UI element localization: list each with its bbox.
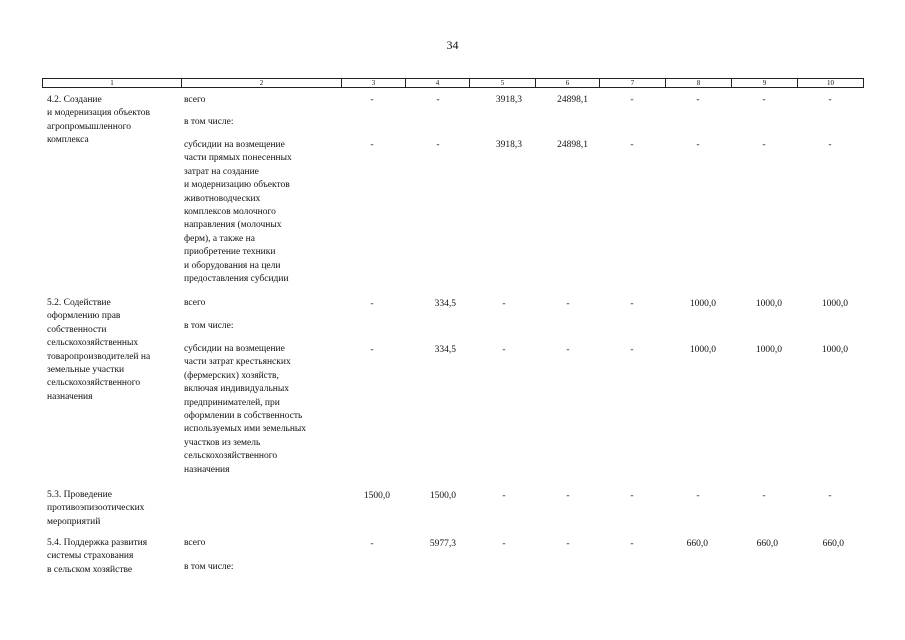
cell: - [566,539,570,549]
total-label: всего [184,95,206,105]
cell: 1000,0 [689,345,716,355]
cell: 660,0 [686,539,708,549]
row-name-line: системы страхования [47,551,134,562]
cell: - [828,140,832,150]
cell: - [436,140,440,150]
subsidy-description [184,343,306,477]
incl-label: в том числе: [184,321,234,331]
row-name-line: 5.3. Проведение [47,490,112,500]
text-line: сельскохозяйственного [184,451,278,462]
cell: 5977,3 [429,539,456,549]
total-label: всего [184,298,206,308]
text-line: части прямых понесенных [184,153,292,164]
text-line: приобретение техники [184,247,276,258]
row-name-line: сельскохозяйственного [47,378,141,389]
row-name-line: собственности [47,324,107,335]
cell: - [502,345,506,355]
row-name-4-2 [47,94,150,148]
cell: 3918,3 [495,140,522,150]
cell: 1500,0 [363,491,390,501]
text-line: и оборудования на цели [184,260,281,271]
cell: 1000,0 [821,345,848,355]
cell: 1000,0 [755,345,782,355]
header-col-9: 9 [731,79,797,87]
cell: - [630,95,634,105]
row-name-5-3 [47,489,144,529]
cell: - [696,140,700,150]
row-name-line: агропромышленного [47,121,132,132]
cell: - [630,140,634,150]
row-name-line: назначения [47,391,93,402]
text-line: назначения [184,464,230,475]
row-name-line: противоэпизоотических [47,503,145,514]
cell: 660,0 [756,539,778,549]
cell: 334,5 [434,299,456,309]
cell: - [566,345,570,355]
row-name-line: 5.4. Поддержка развития [47,538,148,548]
cell: - [566,299,570,309]
cell: - [696,491,700,501]
cell: - [828,95,832,105]
cell: - [566,491,570,501]
row-name-line: в сельском хозяйстве [47,564,133,575]
cell: - [630,299,634,309]
page-number: 34 [446,38,459,52]
row-name-5-4 [47,537,147,577]
cell: - [502,491,506,501]
text-line: направления (молочных [184,220,282,231]
total-label: всего [184,538,206,548]
cell: - [828,491,832,501]
cell: 3918,3 [495,95,522,105]
row-name-line: товаропроизводителей на [47,351,151,362]
cell: 1000,0 [821,299,848,309]
incl-label: в том числе: [184,562,234,572]
header-col-7: 7 [599,79,665,87]
text-line: предоставления субсидии [184,274,289,285]
text-line: участков из земель [184,437,261,448]
cell: - [630,539,634,549]
cell: - [436,95,440,105]
cell: - [370,140,374,150]
cell: - [762,95,766,105]
text-line: комплексов молочного [184,207,276,218]
cell: - [696,95,700,105]
text-line: ферм), а также на [184,233,255,244]
cell: - [630,345,634,355]
text-line: животноводческих [184,193,261,204]
row-name-line: земельные участки [47,365,125,376]
row-name-line: и модернизация объектов [47,108,151,119]
row-name-line: 4.2. Создание [47,95,102,105]
text-line: используемых ими земельных [184,424,307,435]
text-line: предпринимателей, при [184,397,280,408]
header-col-1: 1 [110,79,114,87]
table-header-row [42,78,864,88]
header-col-2: 2 [181,79,341,87]
row-name-line: оформлению прав [47,311,121,322]
cell: 1000,0 [755,299,782,309]
cell: - [370,539,374,549]
cell: 660,0 [822,539,844,549]
row-name-line: 5.2. Содействие [47,298,111,308]
cell: - [370,299,374,309]
cell: - [370,95,374,105]
header-col-6: 6 [535,79,599,87]
row-name-line: комплекса [47,135,89,146]
cell: 24898,1 [557,140,588,150]
row-name-5-2 [47,297,150,404]
subsidy-description [184,139,292,286]
cell: 1500,0 [429,491,456,501]
cell: 1000,0 [689,299,716,309]
header-col-3: 3 [341,79,405,87]
header-col-8: 8 [665,79,731,87]
cell: - [762,140,766,150]
text-line: части затрат крестьянских [184,357,291,368]
text-line: включая индивидуальных [184,384,290,395]
cell: - [762,491,766,501]
text-line: и модернизацию объектов [184,180,290,191]
cell: - [630,491,634,501]
text-line: (фермерских) хозяйств, [184,370,279,381]
text-line: затрат на создание [184,166,259,177]
header-col-5: 5 [469,79,535,87]
cell: - [502,539,506,549]
cell: - [502,299,506,309]
text-line: субсидии на возмещение [184,344,285,354]
row-name-line: сельскохозяйственных [47,338,139,349]
text-line: субсидии на возмещение [184,140,285,150]
text-line: оформлении в собственность [184,411,303,422]
cell: 334,5 [434,345,456,355]
incl-label: в том числе: [184,117,234,127]
header-col-10: 10 [797,79,863,87]
header-col-4: 4 [405,79,469,87]
row-name-line: мероприятий [47,516,101,527]
cell: - [370,345,374,355]
cell: 24898,1 [557,95,588,105]
